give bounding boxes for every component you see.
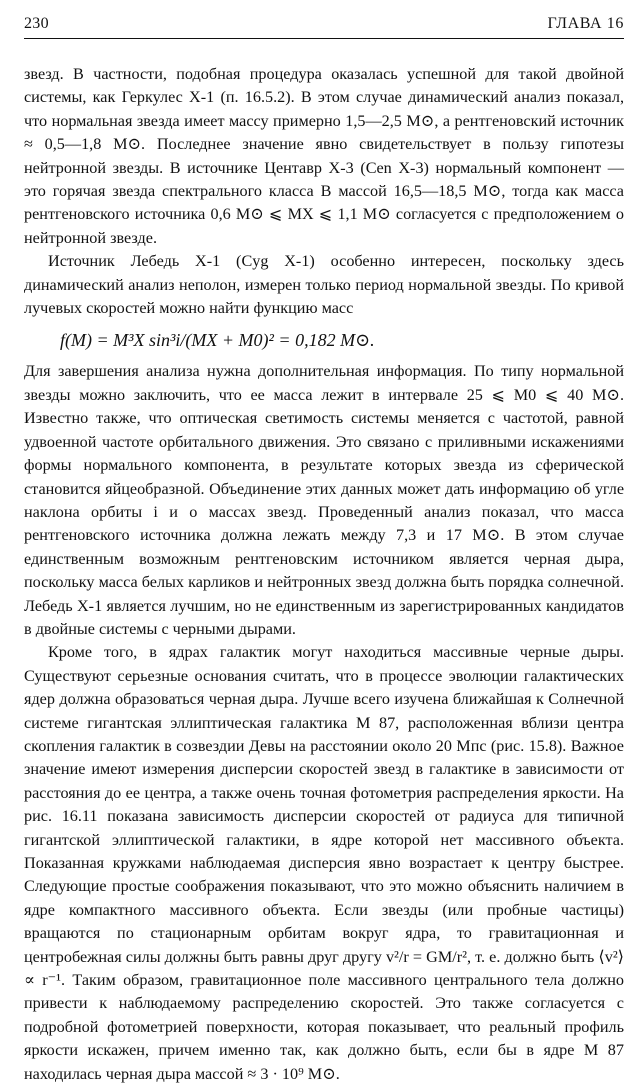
page-number: 230 (24, 15, 49, 32)
paragraph-1: звезд. В частности, подобная процедура оказалась успешной для такой двойной системы, как Геркулес X-1 (п. 16.5.2). В этом случае динамический анализ показал, что нормальная звезда имеет массу примерно 1,5—2,5 M⊙, а рентгеновский источник ≈ 0,5—1,8 M⊙. Последнее значение явно свидетельствует в пользу гипотезы нейтронной звезды. В источнике Центавр X-3 (Cen X-3) нормальный компонент — это горячая звезда спектрального класса B массой 16,5—18,5 M⊙, тогда как масса рентгеновского источника 0,6 M⊙ ⩽ MX ⩽ 1,1 M⊙ согласуется с предположением о нейтронной звезде. (24, 65, 624, 247)
paragraph-2: Источник Лебедь X-1 (Cyg X-1) особенно интересен, поскольку здесь динамический анализ неполон, измерен только период нормальной звезды. По кривой лучевых скоростей можно найти функцию масс (24, 252, 624, 318)
mass-function-formula: f(M) = M³X sin³i/(MX + M0)² = 0,182 M⊙. (60, 330, 375, 351)
paragraph-4: Кроме того, в ядрах галактик могут находиться массивные черные дыры. Существуют серьезные основания считать, что в процессе эволюции галактических ядер должна образоваться черная дыра. Лучше всего изучена ближайшая к Солнечной системе гигантская эллиптическая галактика M 87, расположенная вблизи центра скопления галактик в созвездии Девы на расстоянии около 20 Мпс (рис. 15.8). Важное значение имеют измерения дисперсии скоростей звезд в галактике в зависимости от расстояния до ее центра, а также очень точная фотометрия распределения яркости. На рис. 16.11 показана зависимость дисперсии скоростей от радиуса для типичной гигантской эллиптической галактики, в ядре которой нет массивного объекта. Показанная кружками наблюдаемая дисперсия явно возрастает к центру быстрее. Следующие простые соображения показывают, что это можно объяснить наличием в ядре компактного массивного объекта. Если звезды (или пробные частицы) вращаются по стационарным орбитам вокруг ядра, то гравитационная и центробежная силы должны быть равны друг другу v²/r = GM/r², т. е. должно быть ⟨v²⟩ ∝ r⁻¹. Таким образом, гравитационное поле массивного центрального тела должно привести к наблюдаемому распределению скоростей. Это также согласуется с подробной фотометрией поверхности, которая показывает, что реальный профиль яркости искажен, причем именно так, как должно быть, если бы в ядре M 87 находилась черная дыра массой ≈ 3 · 10⁹ M⊙. (24, 643, 624, 1083)
page-header (24, 14, 624, 39)
paragraph-3: Для завершения анализа нужна дополнительная информация. По типу нормальной звезды можно заключить, что ее масса лежит в интервале 25 ⩽ M0 ⩽ 40 M⊙. Известно также, что оптическая светимость системы меняется с частотой, равной удвоенной частоте орбитального движения. Это связано с приливными искажениями формы нормального компонента, в результате которых звезда из сферической становится яйцеобразной. Объединение этих данных может дать информацию об угле наклона орбиты i и о массах звезд. Проведенный анализ показал, что масса рентгеновского источника должна лежать между 7,3 и 17 M⊙. В этом случае единственным возможным рентгеновским источником является черная дыра, поскольку масса белых карликов и нейтронных звезд должна быть порядка солнечной. Лебедь X-1 является лучшим, но не единственным из зарегистрированных кандидатов в двойные системы с черными дырами. (24, 362, 624, 638)
book-page (24, 14, 624, 1086)
chapter-title: ГЛАВА 16 (547, 15, 624, 32)
